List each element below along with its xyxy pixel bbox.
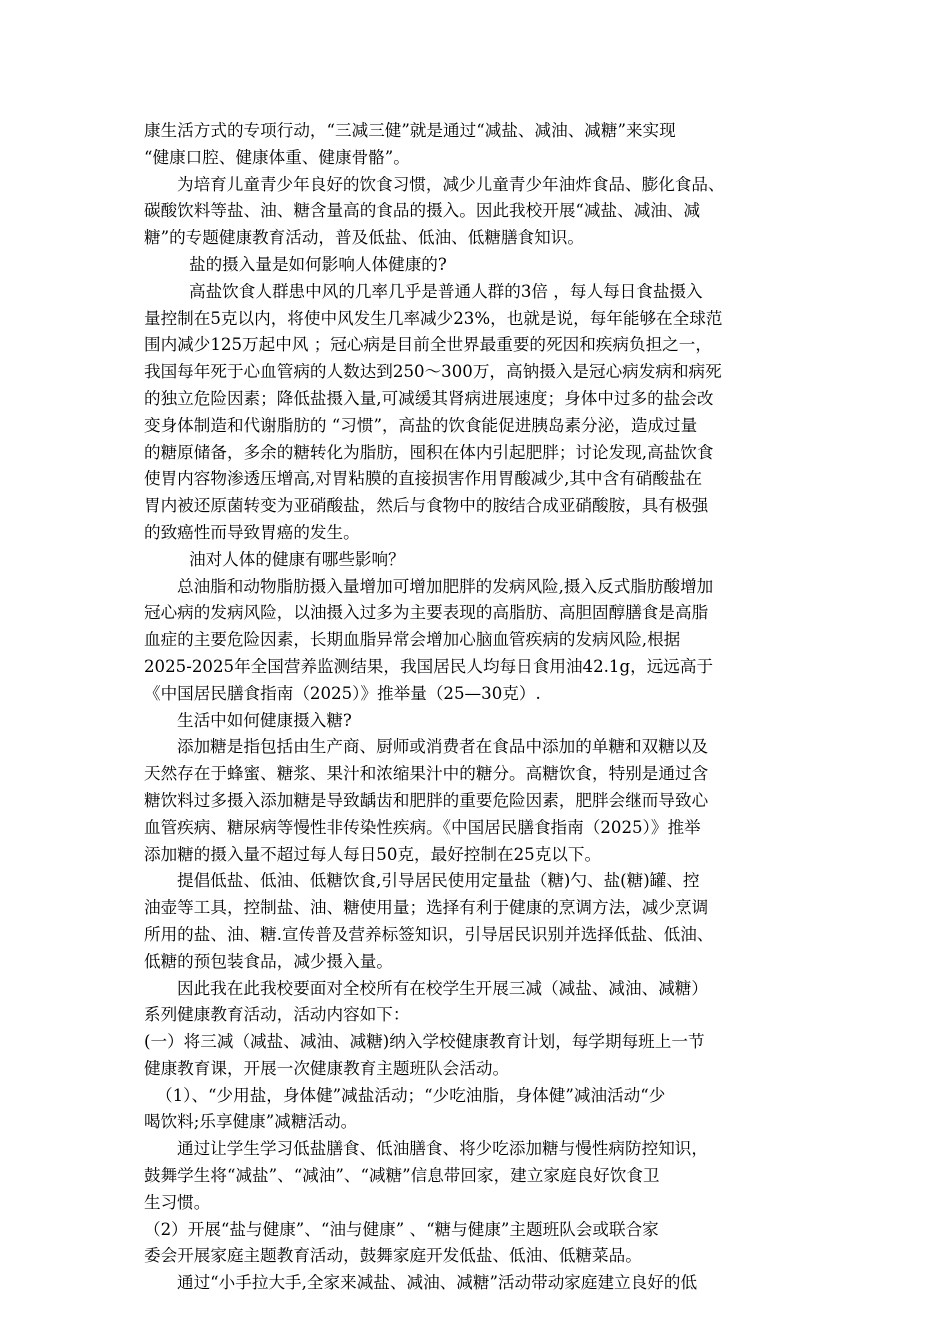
text-line: 为培育儿童青少年良好的饮食习惯，减少儿童青少年油炸食品、膨化食品、	[177, 174, 725, 194]
text-line: 糖”的专题健康教育活动，普及低盐、低油、低糖膳食知识。	[144, 228, 584, 248]
paragraph	[144, 172, 804, 252]
text-line: （1）、“少用盐，身体健”减盐活动；“少吃油脂，身体健”减油活动“少	[156, 1085, 666, 1105]
text-line: 添加糖的摄入量不超过每人每日50克，最好控制在25克以下。	[144, 844, 602, 864]
text-line: 总油脂和动物脂肪摄入量增加可增加肥胖的发病风险,摄入反式脂肪酸增加	[177, 576, 714, 596]
text-line: 天然存在于蜂蜜、糖浆、果汁和浓缩果汁中的糖分。高糖饮食，特别是通过含	[144, 764, 709, 784]
paragraph	[144, 547, 804, 574]
text-line: 健康教育课，开展一次健康教育主题班队会活动。	[144, 1058, 510, 1078]
paragraph	[144, 574, 804, 708]
text-line: 盐的摄入量是如何影响人体健康的?	[189, 254, 447, 274]
paragraph	[144, 708, 804, 735]
text-line: 碳酸饮料等盐、油、糖含量高的食品的摄入。因此我校开展“减盐、减油、减	[144, 201, 701, 221]
text-line: 2025-2025年全国营养监测结果，我国居民人均每日食用油42.1g，远远高于	[144, 656, 714, 676]
text-line: 所用的盐、油、糖.宣传普及营养标签知识，引导居民识别并选择低盐、低油、	[144, 924, 714, 944]
paragraph	[144, 1217, 804, 1271]
paragraph	[144, 734, 804, 868]
paragraph	[144, 279, 804, 547]
text-line: (一）将三减（减盐、减油、减糖)纳入学校健康教育计划，每学期每班上一节	[144, 1032, 705, 1052]
text-line: 高盐饮食人群患中风的几率几乎是普通人群的3倍 ，每人每日食盐摄入	[189, 281, 703, 301]
text-line: 冠心病的发病风险，以油摄入过多为主要表现的高脂肪、高胆固醇膳食是高脂	[144, 603, 709, 623]
paragraph	[144, 118, 804, 172]
text-line: 的糖原储备，多余的糖转化为脂肪，囤积在体内引起肥胖；讨论发现,高盐饮食	[144, 442, 714, 462]
text-line: 委会开展家庭主题教育活动，鼓舞家庭开发低盐、低油、低糖菜品。	[144, 1246, 642, 1266]
paragraph	[144, 976, 804, 1030]
paragraph	[144, 1136, 804, 1216]
text-line: 我国每年死于心血管病的人数达到250～300万，高钠摄入是冠心病发病和病死	[144, 362, 722, 382]
text-line: 通过“小手拉大手,全家来减盐、减油、减糖”活动带动家庭建立良好的低	[177, 1273, 698, 1293]
text-line: 围内减少125万起中风 ；冠心病是目前全世界最重要的死因和疾病负担之一，	[144, 335, 712, 355]
text-line: 的致癌性而导致胃癌的发生。	[144, 522, 360, 542]
text-line: 低糖的预包装食品，减少摄入量。	[144, 951, 393, 971]
text-line: 《中国居民膳食指南（2025）》推举量（25—30克）.	[144, 683, 541, 703]
text-line: 量控制在5克以内，将使中风发生几率减少23%，也就是说，每年能够在全球范	[144, 308, 723, 328]
text-line: 血管疾病、糖尿病等慢性非传染性疾病。《中国居民膳食指南（2025）》推举	[144, 817, 701, 837]
text-line: 油壶等工具，控制盐、油、糖使用量；选择有利于健康的烹调方法，减少烹调	[144, 898, 709, 918]
paragraph	[144, 1083, 804, 1137]
text-line: 添加糖是指包括由生产商、厨师或消费者在食品中添加的单糖和双糖以及	[177, 737, 708, 757]
text-line: 糖饮料过多摄入添加糖是导致龋齿和肥胖的重要危险因素，肥胖会继而导致心	[144, 790, 709, 810]
text-line: 生活中如何健康摄入糖?	[177, 710, 352, 730]
text-line: 胃内被还原菌转变为亚硝酸盐，然后与食物中的胺结合成亚硝酸胺，具有极强	[144, 496, 709, 516]
text-line: 变身体制造和代谢脂肪的 “习惯”，高盐的饮食能促进胰岛素分泌，造成过量	[144, 415, 698, 435]
text-line: 系列健康教育活动，活动内容如下：	[144, 1005, 410, 1025]
paragraph	[144, 252, 804, 279]
text-line: 通过让学生学习低盐膳食、低油膳食、将少吃添加糖与慢性病防控知识，	[177, 1139, 708, 1159]
text-line: 喝饮料;乐享健康”减糖活动。	[144, 1112, 358, 1132]
paragraph	[144, 1029, 804, 1083]
text-line: 因此我在此我校要面对全校所有在校学生开展三减（减盐、减油、减糖）	[177, 978, 708, 998]
text-line: 康生活方式的专项行动，“三减三健”就是通过“减盐、减油、减糖”来实现	[144, 121, 676, 140]
paragraph	[144, 1270, 804, 1297]
text-line: 使胃内容物渗透压增高,对胃粘膜的直接损害作用胃酸减少,其中含有硝酸盐在	[144, 469, 703, 489]
text-line: 的独立危险因素；降低盐摄入量,可减缓其肾病进展速度；身体中过多的盐会改	[144, 388, 714, 408]
text-line: （2）开展“盐与健康”、“油与健康” 、“糖与健康”主题班队会或联合家	[144, 1219, 659, 1239]
text-line: 血症的主要危险因素，长期血脂异常会增加心脑血管疾病的发病风险,根据	[144, 630, 681, 650]
text-line: 提倡低盐、低油、低糖饮食,引导居民使用定量盐（糖)勺、盐(糖)罐、控	[177, 871, 700, 891]
text-line: 生习惯。	[144, 1192, 211, 1212]
text-line: “健康口腔、健康体重、健康骨骼”。	[144, 147, 410, 167]
paragraph	[144, 868, 804, 975]
document-page	[144, 118, 804, 1297]
text-line: 鼓舞学生将“减盐”、“减油”、“减糖”信息带回家，建立家庭良好饮食卫	[144, 1166, 660, 1186]
text-line: 油对人体的健康有哪些影响？	[189, 549, 405, 569]
